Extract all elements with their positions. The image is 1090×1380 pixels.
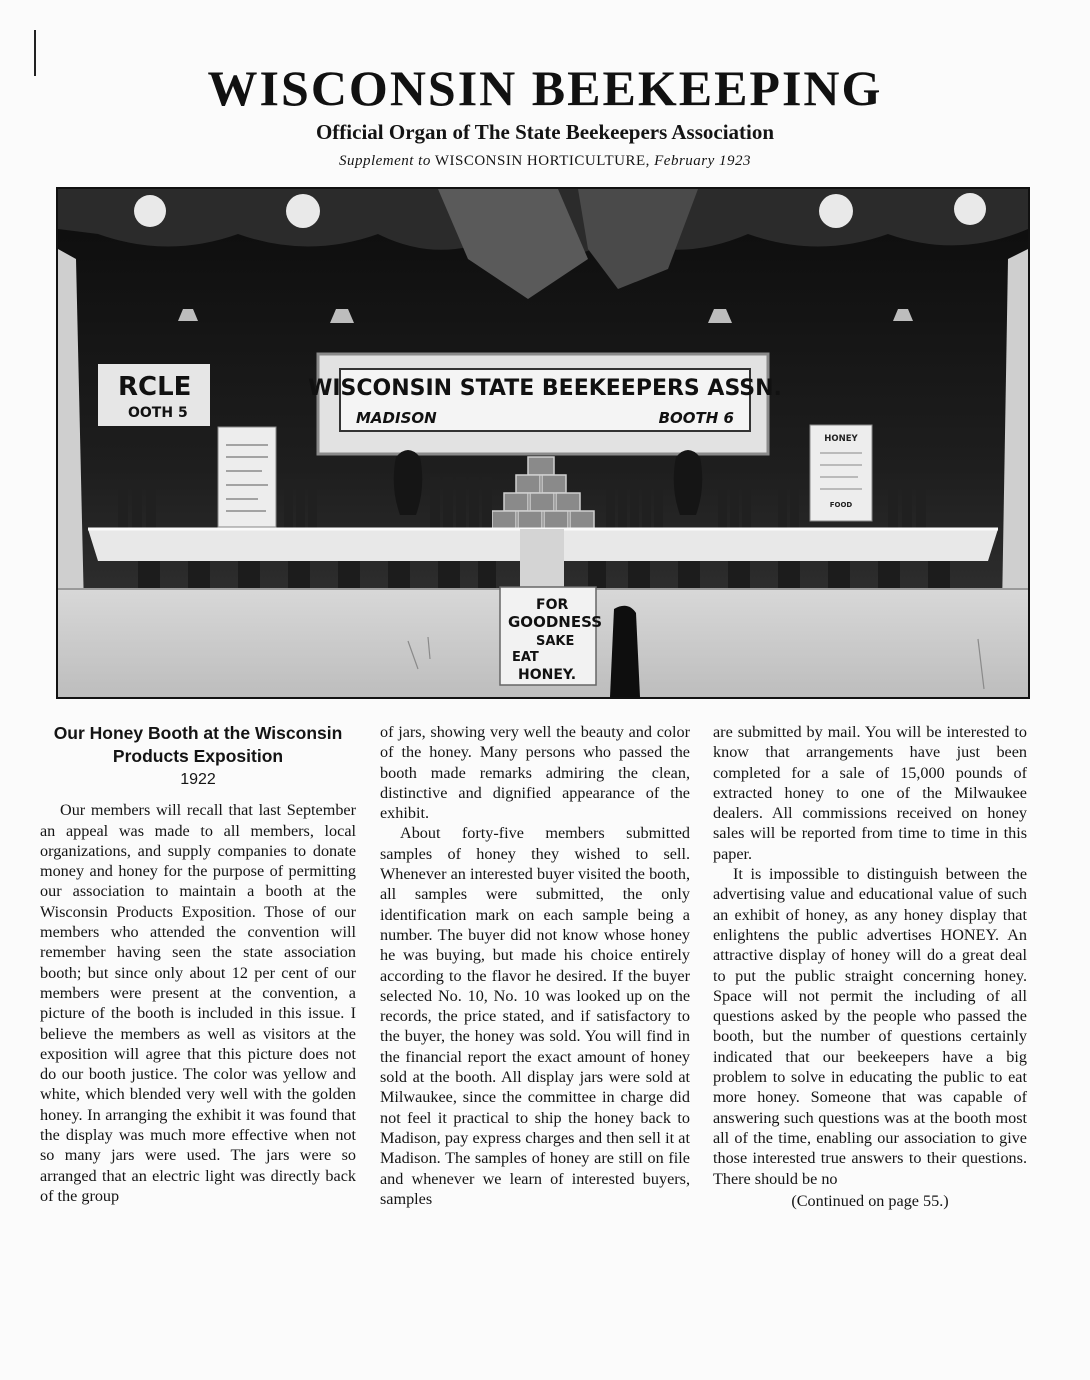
front-sign-line4: EAT xyxy=(512,650,539,665)
article-paragraph-continued: are submitted by mail. You will be interested to know that arrangements have just been completed for a sale of 15,000 pounds of extracted honey to one of the Milwaukee dealers. All commissions received on honey sales will be reported from time to time in this paper. xyxy=(713,723,1027,863)
article-title: Our Honey Booth at the Wisconsin Products Exposition xyxy=(53,723,343,766)
front-sign-line3: SAKE xyxy=(536,634,575,649)
front-sign-line5: HONEY. xyxy=(518,667,577,683)
article-paragraph: It is impossible to distinguish between the advertising value and educational value of such an exhibit of honey, as any honey display that enlightens the public advertises HONEY. An attractive display of honey will do a great deal to put the public straight concerning honey. Space will not permit the including of all questions asked by the people who passed the booth, but the number of questions certainly indicated that our beekeepers have a big problem to solve in educating the public to eat more honey. Someone that was capable of answering such questions was at the booth most all of the time, enabling our association to give those interested true answers to their questions. There should be no xyxy=(713,865,1027,1188)
supplement-publication: WISCONSIN HORTICULTURE, xyxy=(430,153,655,169)
publication-title: WISCONSIN BEEKEEPING xyxy=(207,60,883,116)
article-year: 1922 xyxy=(180,771,216,788)
neighbor-sign-line2: OOTH 5 xyxy=(128,405,188,421)
booth-photo-illustration xyxy=(58,189,1028,697)
banner-booth-number: BOOTH 6 xyxy=(658,409,734,427)
masthead xyxy=(0,62,1090,170)
booth-photo xyxy=(56,187,1030,699)
article-paragraph: About forty-five members submitted samples of honey they wished to sell. Whenever an interested buyer visited the booth, all samples were submitted, the only identification mark on each sample being a number. The buyer did not know whose honey he was buying, but made his choice entirely according to the flavor he desired. If the buyer selected No. 10, No. 10 was looked up on the records, the price stated, and if satisfactory to the buyer, the honey was sold. You will find in the financial report the exact amount of honey sold at the booth. All display jars were sold at Milwaukee, since the committee in charge did not feel it practical to ship the honey back to Madison, pay express charges and then sell it at Madison. The samples of honey are still on file and whenever we learn of interested buyers, samples xyxy=(380,824,690,1208)
front-sign-line2: GOODNESS xyxy=(508,613,602,631)
supplement-line xyxy=(0,152,1090,170)
article-column-2 xyxy=(380,722,690,1209)
right-card-footer: FOOD xyxy=(829,501,853,509)
article-paragraph: Our members will recall that last September an appeal was made to all members, local organizations, and supply companies to donate money and honey for the purpose of permitting our association to maintain a booth at the Wisconsin Products Exposition. Those of our members who attended the convention will remember having seen the state association booth; but since only about 12 per cent of our members were present at the convention, a picture of the booth is included in this issue. I believe the members as well as visitors at the exposition will agree that this picture does not do our booth justice. The color was yellow and white, which blended very well with the golden honey. In arranging the exhibit it was found that the display was much more effective when not so many jars were used. The jars were so arranged that an electric light was directly back of the group xyxy=(40,801,356,1205)
publication-subtitle: Official Organ of The State Beekeepers Association xyxy=(315,120,775,144)
article-column-1 xyxy=(40,722,356,1206)
right-card-title: HONEY xyxy=(824,434,858,444)
front-sign xyxy=(500,587,602,685)
front-sign-line1: FOR xyxy=(536,597,569,613)
article-paragraph-continued: of jars, showing very well the beauty and color of the honey. Many persons who passed the booth made remarks admiring the clean, distinctive and dignified appearance of the exhibit. xyxy=(380,723,690,823)
article-column-3 xyxy=(713,722,1027,1211)
banner-association-name: WISCONSIN STATE BEEKEEPERS ASSN. xyxy=(308,376,782,401)
continued-notice: (Continued on page 55.) xyxy=(791,1191,949,1210)
supplement-date: February 1923 xyxy=(654,153,752,169)
banner-city: MADISON xyxy=(356,409,437,427)
supplement-prefix: Supplement to xyxy=(338,153,431,169)
neighbor-sign-line1: RCLE xyxy=(118,372,192,402)
